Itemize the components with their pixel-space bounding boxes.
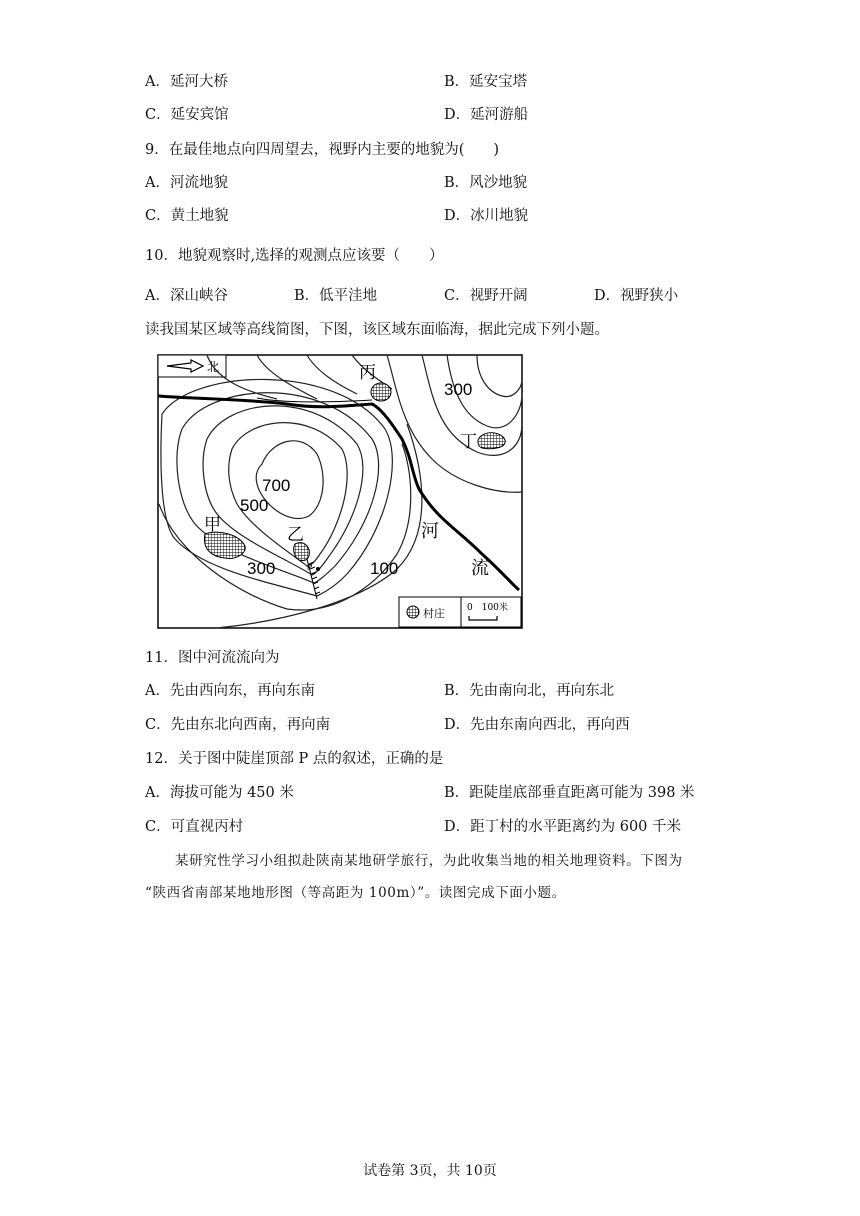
next-intro-line1: 某研究性学习小组拟赴陕南某地研学旅行，为此收集当地的相关地理资料。下图为	[175, 853, 683, 869]
next-intro-line2: “陕西省南部某地地形图（等高距为 100m）”。读图完成下面小题。	[145, 885, 566, 901]
q8-option-d: D．延河游船	[444, 107, 529, 123]
q9-option-d: D．冰川地貌	[444, 208, 529, 224]
q12-stem: 12．关于图中陡崖顶部 P 点的叙述，正确的是	[145, 751, 444, 767]
q9-option-c: C．黄土地貌	[145, 208, 229, 224]
contour-label-700: 700	[262, 476, 291, 495]
q10-option-a: A．深山峡谷	[145, 288, 228, 304]
village-bing-icon	[371, 383, 391, 401]
q11-option-d: D．先由东南向西北，再向西	[444, 717, 630, 733]
label-liu: 流	[471, 558, 489, 578]
q12-option-b: B．距陡崖底部垂直距离可能为 398 米	[444, 785, 695, 801]
q10-option-c: C．视野开阔	[444, 288, 528, 304]
north-label: 北	[207, 360, 220, 374]
q12-option-c: C．可直视丙村	[145, 819, 244, 835]
contour-label-300-east: 300	[444, 380, 473, 399]
label-he: 河	[421, 521, 439, 541]
village-ding-icon	[478, 433, 505, 449]
q10-stem: 10．地貌观察时,选择的观测点应该要（ ）	[145, 248, 444, 264]
q9-stem: 9．在最佳地点向四周望去，视野内主要的地貌为( )	[145, 142, 500, 158]
q8-option-b: B．延安宝塔	[444, 74, 528, 90]
q11-option-a: A．先由西向东，再向东南	[145, 683, 315, 699]
q11-stem: 11．图中河流流向为	[145, 650, 280, 666]
label-p: P	[307, 563, 313, 572]
legend-village-icon	[407, 606, 419, 618]
q12-option-d: D．距丁村的水平距离约为 600 千米	[444, 819, 682, 835]
q8-option-c: C．延安宾馆	[145, 107, 229, 123]
q12-option-a: A．海拔可能为 450 米	[145, 785, 294, 801]
q11-option-c: C．先由东北向西南，再向南	[145, 717, 331, 733]
contour-label-500: 500	[240, 496, 269, 515]
q10-option-b: B．低平洼地	[294, 288, 378, 304]
map-intro-text: 读我国某区域等高线简图，下图，该区域东面临海，据此完成下列小题。	[145, 322, 609, 338]
legend-village-label: 村庄	[423, 607, 445, 620]
p-point-marker	[316, 567, 320, 571]
q10-option-d: D．视野狭小	[594, 288, 679, 304]
label-ding: 丁	[460, 432, 477, 451]
q8-option-a: A．延河大桥	[145, 74, 228, 90]
contour-label-300-west: 300	[247, 559, 276, 578]
contour-map	[157, 354, 527, 632]
q9-option-a: A．河流地貌	[145, 175, 228, 191]
label-yi: 乙	[287, 525, 304, 544]
q11-option-b: B．先由南向北，再向东北	[444, 683, 615, 699]
label-jia: 甲	[204, 515, 221, 534]
label-bing: 丙	[359, 363, 376, 382]
scale-label: 0 100米	[467, 603, 508, 613]
contour-label-100: 100	[370, 559, 399, 578]
page-footer: 试卷第 3页，共 10页	[363, 1163, 497, 1179]
legend	[399, 597, 521, 627]
q9-option-b: B．风沙地貌	[444, 175, 528, 191]
